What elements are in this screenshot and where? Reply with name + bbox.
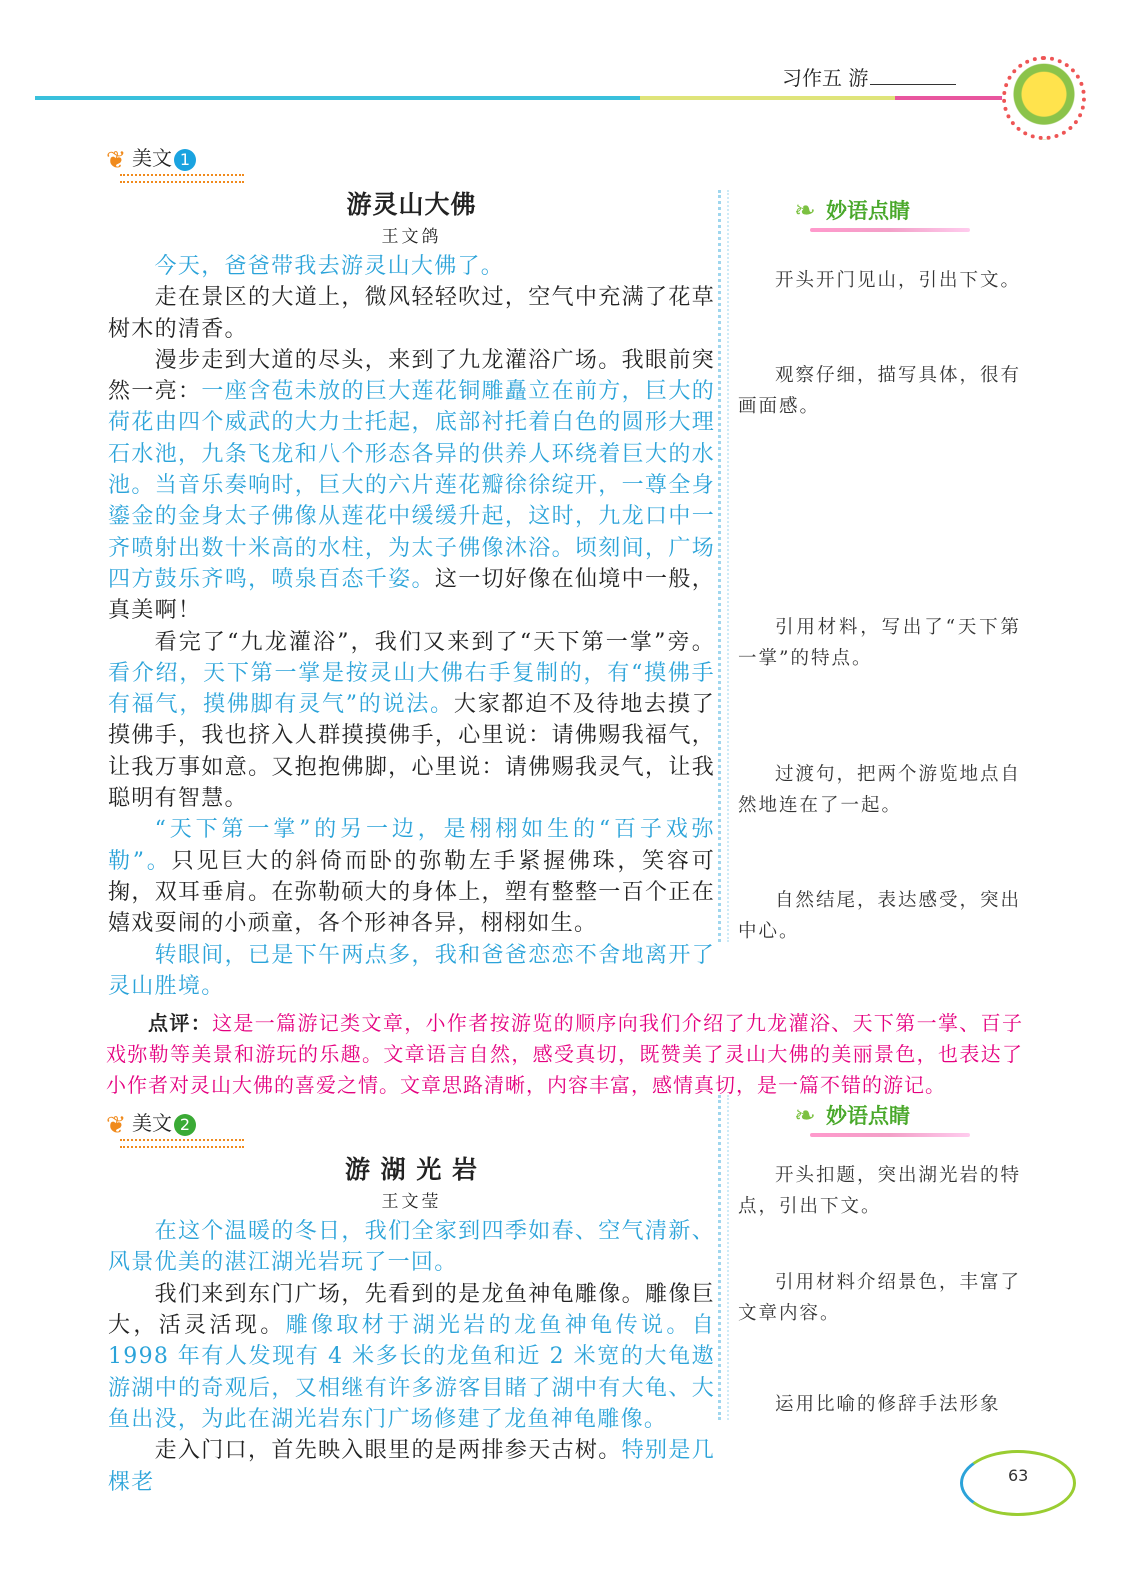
highlighted-text: 转眼间，已是下午两点多，我和爸爸恋恋不舍地离开了灵山胜境。 bbox=[108, 942, 715, 999]
text-segment: 这一切好像在仙境中一般，真美啊！ bbox=[108, 566, 715, 624]
margin-note: 自然结尾，表达感受，突出中心。 bbox=[738, 890, 1022, 942]
highlighted-text: 一座含苞未放的巨大莲花铜雕矗立在前方，巨大的荷花由四个威武的大力士托起，底部衬托着白色的圆形大理石水池，九条飞龙和八个形态各异的供养人环绕着巨大的水池。当音乐奏响时，巨大的六片莲花瓣徐徐绽开，一尊全身鎏金的金身太子佛像从莲花中缓缓升起，这时，九龙口中一齐喷射出数十米高的水柱，为太子佛像沐浴。顷刻间，广场四方鼓乐齐鸣，喷泉百态千姿。 bbox=[108, 379, 715, 592]
review-label: 点评： bbox=[148, 1011, 213, 1036]
header-rule-pink bbox=[895, 96, 1010, 100]
text-segment: 漫步走到大道的尽头，来到了九龙灌浴广场。我眼前突然一亮： bbox=[108, 347, 715, 405]
highlighted-text: 在这个温暖的冬日，我们全家到四季如春、空气清新、风景优美的湛江湖光岩玩了一回。 bbox=[108, 1219, 715, 1276]
review-comment bbox=[106, 1008, 1023, 1101]
margin-note: 开头扣题，突出湖光岩的特点，引出下文。 bbox=[738, 1165, 1022, 1217]
header-rule-blue bbox=[35, 96, 640, 100]
brush-stroke bbox=[810, 1133, 970, 1137]
paragraph bbox=[108, 251, 715, 282]
article-author: 王文莹 bbox=[381, 1192, 442, 1213]
paragraph bbox=[108, 940, 715, 1003]
text-segment: 我们来到东门广场，先看到的是龙鱼神龟雕像。雕像巨大，活灵活现。 bbox=[108, 1281, 715, 1339]
text-segment: 大家都迫不及待地去摸了摸佛手，我也挤入人群摸摸佛手，心里说：请佛赐我福气，让我万事如意。又抱抱佛脚，心里说：请佛赐我灵气，让我聪明有智慧。 bbox=[108, 692, 715, 812]
feather-icon: ❧ bbox=[794, 1101, 816, 1131]
paragraph bbox=[108, 1435, 715, 1498]
margin-note: 观察仔细，描写具体，很有画面感。 bbox=[738, 365, 1022, 417]
section-heading-1 bbox=[106, 144, 1023, 184]
text-segment: 走在景区的大道上，微风轻轻吹过，空气中充满了花草树木的清香。 bbox=[108, 285, 715, 342]
margin-note: 过渡句，把两个游览地点自然地连在了一起。 bbox=[738, 764, 1022, 816]
article-body bbox=[108, 1216, 715, 1498]
chapter-header bbox=[782, 66, 956, 90]
header-rule-green bbox=[640, 96, 895, 100]
decorative-chain bbox=[120, 1139, 244, 1148]
tips-heading bbox=[790, 1097, 980, 1141]
paragraph bbox=[108, 814, 715, 939]
brush-stroke bbox=[810, 228, 970, 232]
paragraph bbox=[108, 627, 715, 815]
text-segment: 走入门口，首先映入眼里的是两排参天古树。 bbox=[154, 1438, 622, 1464]
margin-note: 引用材料，写出了“天下第一掌”的特点。 bbox=[738, 617, 1021, 669]
decorative-chain bbox=[120, 174, 244, 183]
highlighted-text: “天下第一掌”的另一边，是栩栩如生的“百子戏弥勒”。 bbox=[108, 817, 715, 874]
margin-note: 运用比喻的修辞手法形象 bbox=[775, 1394, 1001, 1415]
article-title: 游灵山大佛 bbox=[346, 190, 477, 219]
title-blank bbox=[870, 84, 956, 85]
butterfly-icon: ❦ bbox=[106, 1110, 127, 1139]
highlighted-text: 今天，爸爸带我去游灵山大佛了。 bbox=[154, 254, 505, 279]
page-number: 63 bbox=[1008, 1466, 1029, 1485]
section-number-badge: 1 bbox=[174, 149, 196, 171]
mascot-reading-icon bbox=[1002, 56, 1086, 140]
chapter-title: 习作五 游 bbox=[782, 66, 869, 90]
article-author: 王文鸽 bbox=[381, 227, 442, 247]
review-text: 这是一篇游记类文章，小作者按游览的顺序向我们介绍了九龙灌浴、天下第一掌、百子戏弥勒等美景和游玩的乐趣。文章语言自然，感受真切，既赞美了灵山大佛的美丽景色，也表达了小作者对灵山大佛的喜爱之情。文章思路清晰，内容丰富，感情真切，是一篇不错的游记。 bbox=[106, 1011, 1024, 1098]
highlighted-text: 雕像取材于湖光岩的龙鱼神龟传说。自 1998 年有人发现有 4 米多长的龙鱼和近 2 米宽的大龟遨游湖中的奇观后，又相继有许多游客目睹了湖中有大龟、大鱼出没，为此在湖光岩东门广场修建了龙鱼神龟雕像。 bbox=[108, 1313, 715, 1432]
article-title: 游 湖 光 岩 bbox=[344, 1155, 479, 1185]
margin-note: 引用材料介绍景色，丰富了文章内容。 bbox=[738, 1272, 1022, 1324]
section-label: 美文 bbox=[132, 146, 172, 170]
paragraph bbox=[108, 1216, 715, 1279]
tips-label: 妙语点睛 bbox=[826, 1104, 910, 1128]
butterfly-icon: ❦ bbox=[106, 145, 127, 174]
tips-heading bbox=[790, 192, 980, 236]
margin-note: 开头开门见山，引出下文。 bbox=[775, 270, 1022, 291]
paragraph bbox=[108, 345, 715, 627]
text-segment: 看完了“九龙灌浴”，我们又来到了“天下第一掌”旁。 bbox=[154, 629, 715, 655]
text-segment: 只见巨大的斜倚而卧的弥勒左手紧握佛珠，笑容可掬，双耳垂肩。在弥勒硕大的身体上，塑有整整一百个正在嬉戏耍闹的小顽童，各个形神各异，栩栩如生。 bbox=[108, 848, 715, 937]
section-label: 美文 bbox=[132, 1111, 172, 1136]
wavy-divider bbox=[718, 1095, 729, 1420]
paragraph bbox=[108, 1279, 715, 1435]
wavy-divider bbox=[718, 190, 729, 942]
feather-icon: ❧ bbox=[794, 196, 816, 226]
tips-label: 妙语点睛 bbox=[826, 199, 910, 223]
paragraph bbox=[108, 282, 715, 345]
highlighted-text: 看介绍，天下第一掌是按灵山大佛右手复制的，有“摸佛手有福气，摸佛脚有灵气”的说法。 bbox=[108, 660, 715, 718]
section-number-badge: 2 bbox=[174, 1114, 196, 1136]
highlighted-text: 特别是几棵老 bbox=[108, 1438, 715, 1495]
article-body bbox=[108, 251, 715, 1002]
